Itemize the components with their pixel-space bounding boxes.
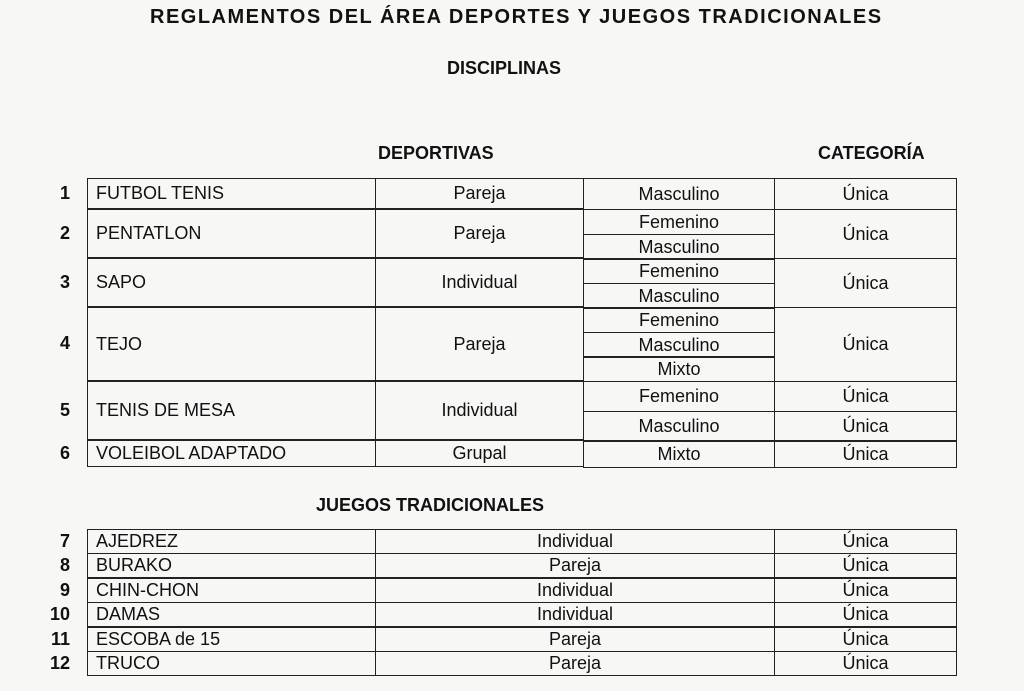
discipline-gender: Femenino [583, 307, 775, 333]
game-mode: Pareja [375, 553, 775, 578]
discipline-category: Única [774, 411, 957, 442]
game-category: Única [774, 602, 957, 627]
categoria-heading: CATEGORÍA [818, 143, 925, 163]
discipline-mode: Pareja [375, 178, 584, 209]
discipline-gender: Masculino [583, 411, 775, 442]
game-mode: Individual [375, 578, 775, 603]
discipline-gender: Mixto [583, 356, 775, 382]
game-name: DAMAS [87, 602, 376, 627]
row-number: 10 [49, 603, 70, 624]
discipline-gender: Femenino [583, 209, 775, 235]
game-name: ESCOBA de 15 [87, 627, 376, 652]
discipline-name: TEJO [87, 307, 376, 381]
row-number: 8 [59, 554, 70, 575]
row-number: 12 [49, 652, 70, 673]
row-number: 11 [50, 628, 70, 649]
discipline-name: FUTBOL TENIS [87, 178, 376, 209]
row-number: 6 [59, 442, 70, 463]
row-number: 9 [59, 579, 70, 600]
game-category: Única [774, 651, 957, 676]
game-category: Única [774, 578, 957, 603]
discipline-category: Única [774, 209, 957, 259]
deportivas-heading: DEPORTIVAS [378, 143, 494, 163]
discipline-mode: Individual [375, 381, 584, 440]
game-name: AJEDREZ [87, 529, 376, 554]
game-name: BURAKO [87, 553, 376, 578]
discipline-name: PENTATLON [87, 209, 376, 258]
row-number: 2 [59, 222, 70, 243]
game-category: Única [774, 627, 957, 652]
row-number: 1 [59, 182, 70, 203]
row-number: 4 [59, 333, 70, 353]
game-mode: Individual [375, 602, 775, 627]
discipline-gender: Masculino [583, 332, 775, 358]
discipline-category: Única [774, 178, 957, 210]
discipline-category: Única [774, 307, 957, 382]
discipline-gender: Masculino [583, 234, 775, 260]
game-mode: Pareja [375, 651, 775, 676]
discipline-category: Única [774, 258, 957, 308]
game-name: CHIN-CHON [87, 578, 376, 603]
row-number: 7 [59, 530, 70, 551]
discipline-name: VOLEIBOL ADAPTADO [87, 440, 376, 467]
discipline-mode: Pareja [375, 209, 584, 258]
discipline-name: SAPO [87, 258, 376, 307]
discipline-gender: Masculino [583, 283, 775, 309]
game-mode: Pareja [375, 627, 775, 652]
discipline-category: Única [774, 440, 957, 468]
game-mode: Individual [375, 529, 775, 554]
discipline-mode: Individual [375, 258, 584, 307]
discipline-mode: Pareja [375, 307, 584, 381]
row-number: 3 [59, 271, 70, 292]
discipline-name: TENIS DE MESA [87, 381, 376, 440]
discipline-mode: Grupal [375, 440, 584, 467]
game-name: TRUCO [87, 651, 376, 676]
discipline-category: Única [774, 381, 957, 412]
juegos-heading: JUEGOS TRADICIONALES [316, 495, 545, 515]
game-category: Única [774, 529, 957, 554]
document-title: REGLAMENTOS DEL ÁREA DEPORTES Y JUEGOS TRADICIONALES [150, 6, 883, 28]
game-category: Única [774, 553, 957, 578]
discipline-gender: Mixto [583, 440, 775, 468]
document-subtitle: DISCIPLINAS [447, 58, 562, 78]
discipline-gender: Masculino [583, 178, 775, 210]
discipline-gender: Femenino [583, 381, 775, 412]
discipline-gender: Femenino [583, 258, 775, 284]
row-number: 5 [59, 399, 70, 420]
